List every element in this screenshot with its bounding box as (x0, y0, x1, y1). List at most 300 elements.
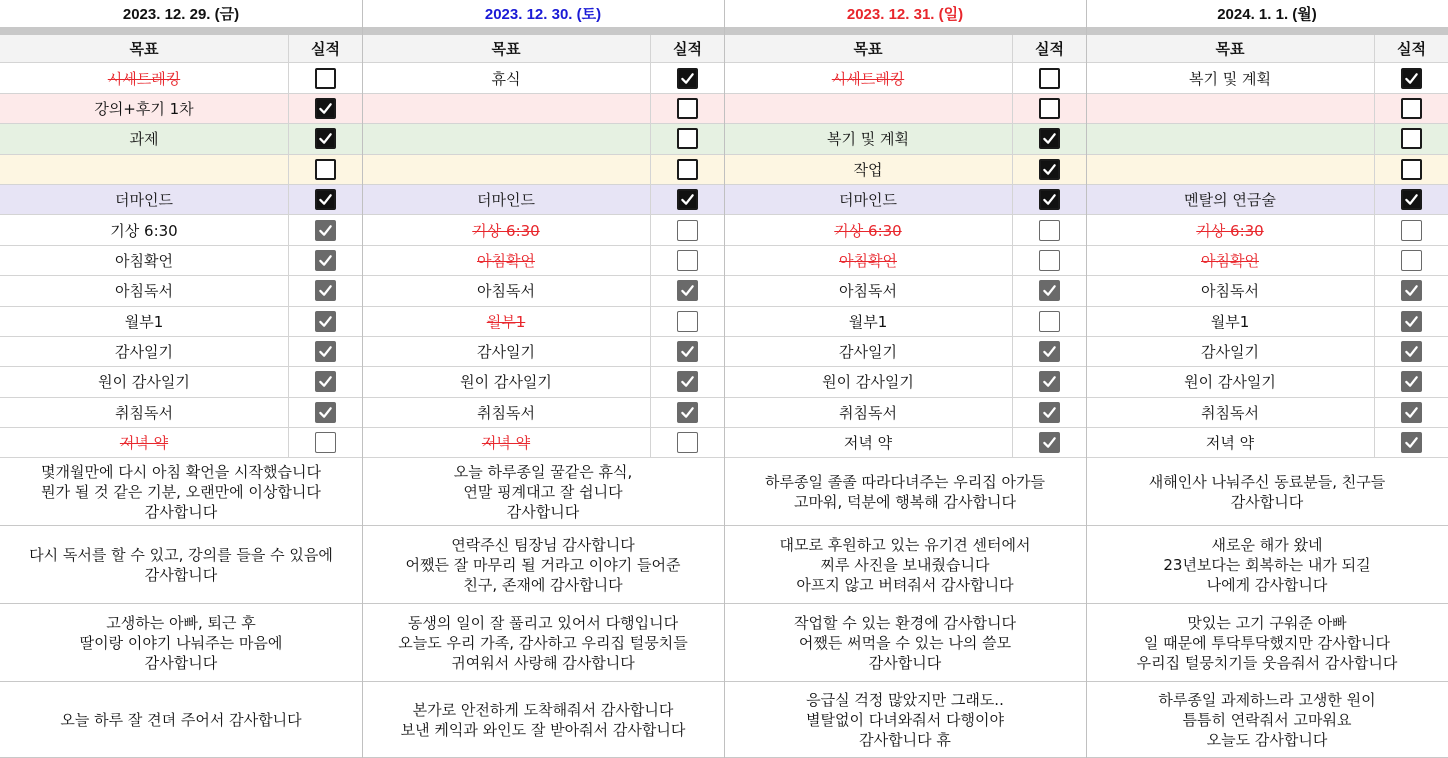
goal-text: 저녁 약 (119, 434, 169, 453)
gratitude-line: 보낸 케익과 와인도 잘 받아줘서 감사합니다 (400, 720, 686, 739)
goal-cell[interactable] (1086, 124, 1375, 153)
gratitude-entry[interactable] (362, 526, 724, 604)
goal-text: 원이 감사일기 (460, 373, 552, 392)
done-checkbox[interactable] (1039, 220, 1060, 241)
goal-row (0, 398, 362, 428)
done-cell (651, 337, 724, 366)
done-checkbox[interactable] (1401, 311, 1422, 332)
goal-cell[interactable] (724, 94, 1013, 123)
goal-row (0, 367, 362, 397)
done-checkbox[interactable] (315, 189, 336, 210)
goal-row (1086, 63, 1448, 93)
goal-text: 아침확언 (477, 251, 535, 270)
done-column-header: 실적 (1397, 40, 1426, 59)
done-checkbox[interactable] (1401, 128, 1422, 149)
gratitude-line: 친구, 존재에 감사합니다 (463, 575, 623, 594)
goal-cell[interactable] (0, 428, 289, 457)
goal-cell[interactable] (724, 428, 1013, 457)
gratitude-entry[interactable] (724, 604, 1086, 682)
done-cell (1013, 428, 1086, 457)
checkmark-icon (318, 344, 333, 359)
goal-row (724, 307, 1086, 337)
goal-cell[interactable] (1086, 185, 1375, 214)
done-cell (289, 307, 362, 336)
goal-row (724, 185, 1086, 215)
gratitude-line: 응급실 걱정 많았지만 그래도.. (806, 690, 1004, 709)
done-checkbox[interactable] (1039, 98, 1060, 119)
gratitude-line: 오늘 하루 잘 견뎌 주어서 감사합니다 (60, 710, 302, 729)
goal-row (724, 155, 1086, 185)
header-divider (1086, 27, 1448, 35)
gratitude-line: 고생하는 아빠, 퇴근 후 (106, 613, 256, 632)
goal-table (724, 35, 1086, 458)
done-checkbox[interactable] (677, 341, 698, 362)
gratitude-entry[interactable] (0, 604, 362, 682)
gratitude-entry[interactable] (0, 682, 362, 758)
goal-cell[interactable] (0, 63, 289, 92)
goal-cell[interactable] (0, 337, 289, 366)
goal-cell[interactable] (1086, 307, 1375, 336)
goal-column-header: 목표 (1086, 35, 1375, 62)
gratitude-line: 하루종일 졸졸 따라다녀주는 우리집 아가들 (765, 473, 1045, 491)
done-checkbox[interactable] (1401, 220, 1422, 241)
done-checkbox[interactable] (677, 280, 698, 301)
done-cell (651, 63, 724, 92)
checkmark-icon (680, 405, 695, 420)
checkmark-icon (1404, 405, 1419, 420)
goal-cell[interactable] (724, 215, 1013, 244)
done-checkbox[interactable] (677, 128, 698, 149)
goal-cell[interactable] (362, 428, 651, 457)
done-cell (1375, 307, 1448, 336)
goal-row (362, 63, 724, 93)
done-cell (1375, 337, 1448, 366)
goal-text: 복기 및 계획 (827, 130, 909, 149)
goal-cell[interactable] (724, 246, 1013, 275)
goal-cell[interactable] (1086, 428, 1375, 457)
gratitude-text (406, 535, 681, 595)
gratitude-entry[interactable] (0, 459, 362, 526)
goal-cell[interactable] (724, 307, 1013, 336)
done-checkbox[interactable] (1401, 371, 1422, 392)
goal-cell[interactable] (1086, 246, 1375, 275)
goal-cell[interactable] (724, 185, 1013, 214)
goal-cell[interactable] (362, 276, 651, 305)
goal-cell[interactable] (362, 63, 651, 92)
gratitude-text (1149, 472, 1385, 512)
goal-row (1086, 155, 1448, 185)
goal-text: 아침확언 (839, 251, 897, 270)
goal-cell[interactable] (724, 124, 1013, 153)
checkmark-icon (680, 344, 695, 359)
day-column (1086, 0, 1448, 758)
done-cell (1375, 185, 1448, 214)
done-checkbox[interactable] (1039, 189, 1060, 210)
goal-cell[interactable] (0, 246, 289, 275)
gratitude-text (765, 472, 1045, 512)
goal-cell[interactable] (362, 398, 651, 427)
gratitude-line: 찌루 사진을 보내줬습니다 (820, 555, 990, 574)
goal-row (0, 124, 362, 154)
done-checkbox[interactable] (315, 128, 336, 149)
gratitude-entry[interactable] (1086, 526, 1448, 604)
goal-row (362, 155, 724, 185)
gratitude-line: 고마워, 덕분에 행복해 감사합니다 (794, 493, 1016, 511)
done-cell (289, 63, 362, 92)
goal-text: 기상 6:30 (110, 221, 178, 240)
done-checkbox[interactable] (1401, 402, 1422, 423)
goal-cell[interactable] (0, 367, 289, 396)
checkmark-icon (318, 405, 333, 420)
goal-row (1086, 185, 1448, 215)
done-cell (1375, 276, 1448, 305)
checkmark-icon (318, 253, 333, 268)
gratitude-entry[interactable] (362, 459, 724, 526)
done-checkbox[interactable] (677, 68, 698, 89)
done-checkbox[interactable] (1039, 371, 1060, 392)
done-checkbox[interactable] (1401, 159, 1422, 180)
done-cell (289, 276, 362, 305)
goal-cell[interactable] (362, 155, 651, 184)
goal-text: 취침독서 (115, 403, 173, 422)
done-cell (1013, 185, 1086, 214)
gratitude-line: 딸이랑 이야기 나눠주는 마음에 (79, 633, 283, 652)
done-checkbox[interactable] (1401, 432, 1422, 453)
checkmark-icon (318, 283, 333, 298)
goal-cell[interactable] (1086, 155, 1375, 184)
done-checkbox[interactable] (677, 98, 698, 119)
gratitude-line: 작업할 수 있는 환경에 감사합니다 (794, 613, 1016, 632)
done-checkbox[interactable] (1039, 311, 1060, 332)
gratitude-line: 어쨌든 잘 마무리 될 거라고 이야기 들어준 (405, 555, 681, 574)
gratitude-line: 대모로 후원하고 있는 유기견 센터에서 (779, 535, 1031, 554)
done-checkbox[interactable] (315, 402, 336, 423)
checkmark-icon (1404, 374, 1419, 389)
done-checkbox[interactable] (1401, 189, 1422, 210)
gratitude-text (1163, 535, 1370, 595)
done-checkbox[interactable] (1039, 402, 1060, 423)
checkmark-icon (1042, 162, 1057, 177)
gratitude-entry[interactable] (724, 682, 1086, 758)
gratitude-line: 오늘도 우리 가족, 감사하고 우리집 털뭉치들 (398, 633, 688, 652)
checkmark-icon (1404, 435, 1419, 450)
goal-text: 저녁 약 (1205, 434, 1255, 453)
goal-cell[interactable] (0, 276, 289, 305)
date-header: 2023. 12. 29. (금) (0, 0, 362, 27)
goal-text: 월부1 (124, 312, 164, 331)
done-checkbox[interactable] (677, 311, 698, 332)
gratitude-line: 동생의 일이 잘 풀리고 있어서 다행입니다 (407, 613, 679, 632)
done-checkbox[interactable] (1401, 68, 1422, 89)
done-cell (651, 246, 724, 275)
goal-text: 기상 6:30 (472, 221, 540, 240)
goal-cell[interactable] (1086, 337, 1375, 366)
goal-text: 아침확언 (1201, 251, 1259, 270)
gratitude-text (398, 613, 687, 673)
gratitude-text (41, 462, 321, 522)
goal-cell[interactable] (724, 367, 1013, 396)
done-cell (289, 94, 362, 123)
done-checkbox[interactable] (315, 432, 336, 453)
done-checkbox[interactable] (315, 250, 336, 271)
goal-row (362, 276, 724, 306)
done-cell (1013, 94, 1086, 123)
goal-text: 아침독서 (115, 282, 173, 301)
goal-cell[interactable] (0, 155, 289, 184)
goal-text: 과제 (129, 130, 159, 149)
gratitude-line: 나에게 감사합니다 (1206, 575, 1328, 594)
goal-row (724, 215, 1086, 245)
done-checkbox[interactable] (1401, 250, 1422, 271)
done-cell (1013, 337, 1086, 366)
gratitude-line: 우리집 털뭉치기들 웃음줘서 감사합니다 (1136, 653, 1398, 672)
done-cell (289, 337, 362, 366)
day-column (0, 0, 362, 758)
goal-text: 월부1 (1210, 312, 1250, 331)
goal-cell[interactable] (362, 185, 651, 214)
goal-cell[interactable] (0, 398, 289, 427)
goal-text: 아침독서 (839, 282, 897, 301)
header-divider (724, 27, 1086, 35)
done-checkbox[interactable] (1039, 128, 1060, 149)
goal-text: 취침독서 (1201, 403, 1259, 422)
goal-cell[interactable] (1086, 398, 1375, 427)
done-cell (289, 246, 362, 275)
goal-cell[interactable] (1086, 367, 1375, 396)
gratitude-line: 뭔가 될 것 같은 기분, 오랜만에 이상합니다 (41, 483, 321, 501)
goal-row (1086, 276, 1448, 306)
done-checkbox[interactable] (677, 432, 698, 453)
goal-row (362, 428, 724, 458)
goal-row (362, 215, 724, 245)
goal-row (1086, 124, 1448, 154)
checkmark-icon (680, 283, 695, 298)
done-checkbox[interactable] (315, 220, 336, 241)
goal-cell[interactable] (1086, 63, 1375, 92)
goal-cell[interactable] (0, 124, 289, 153)
done-checkbox[interactable] (1401, 98, 1422, 119)
done-checkbox[interactable] (315, 280, 336, 301)
gratitude-entry[interactable] (1086, 604, 1448, 682)
done-checkbox[interactable] (315, 341, 336, 362)
done-checkbox[interactable] (1039, 280, 1060, 301)
goal-cell[interactable] (362, 215, 651, 244)
done-column-header: 실적 (311, 40, 340, 59)
goal-row (1086, 428, 1448, 458)
checkmark-icon (1042, 344, 1057, 359)
done-checkbox[interactable] (677, 402, 698, 423)
gratitude-text (1158, 690, 1375, 750)
goal-text: 원이 감사일기 (822, 373, 914, 392)
goal-row (1086, 367, 1448, 397)
gratitude-entry[interactable] (362, 604, 724, 682)
gratitude-text (794, 613, 1016, 673)
goal-column-header: 목표 (362, 35, 651, 62)
gratitude-line: 새로운 해가 왔네 (1211, 535, 1323, 554)
date-header: 2023. 12. 31. (일) (724, 0, 1086, 27)
done-cell (1013, 63, 1086, 92)
goal-row (0, 307, 362, 337)
date-header: 2024. 1. 1. (월) (1086, 0, 1448, 27)
done-checkbox[interactable] (1401, 280, 1422, 301)
done-checkbox[interactable] (1039, 250, 1060, 271)
goal-cell[interactable] (724, 398, 1013, 427)
gratitude-entry[interactable] (724, 526, 1086, 604)
done-checkbox[interactable] (315, 159, 336, 180)
done-checkbox[interactable] (315, 311, 336, 332)
done-cell (289, 428, 362, 457)
goal-row (724, 94, 1086, 124)
done-checkbox[interactable] (1401, 341, 1422, 362)
done-checkbox[interactable] (677, 371, 698, 392)
column-separator (362, 0, 363, 758)
goal-text: 감사일기 (477, 343, 535, 362)
goal-row (724, 63, 1086, 93)
checkmark-icon (318, 192, 333, 207)
gratitude-text (80, 613, 283, 673)
gratitude-line: 하루종일 과제하느라 고생한 원이 (1158, 690, 1376, 709)
gratitude-entry[interactable] (362, 682, 724, 758)
goal-row (362, 367, 724, 397)
gratitude-text (1137, 613, 1398, 673)
goal-row (362, 337, 724, 367)
goal-text: 시세트레킹 (107, 69, 181, 88)
done-checkbox[interactable] (677, 159, 698, 180)
done-cell (1375, 215, 1448, 244)
goal-row (724, 124, 1086, 154)
goal-text: 취침독서 (477, 403, 535, 422)
goal-cell[interactable] (362, 124, 651, 153)
gratitude-line: 귀여워서 사랑해 감사합니다 (451, 653, 635, 672)
column-separator (1086, 0, 1087, 758)
goal-cell[interactable] (362, 337, 651, 366)
gratitude-entry[interactable] (0, 526, 362, 604)
checkmark-icon (1042, 131, 1057, 146)
goal-cell[interactable] (1086, 94, 1375, 123)
goal-text: 원이 감사일기 (1184, 373, 1276, 392)
goal-text: 감사일기 (839, 343, 897, 362)
goal-cell[interactable] (724, 155, 1013, 184)
gratitude-line: 틈틈히 연락줘서 고마워요 (1182, 710, 1352, 729)
checkmark-icon (318, 374, 333, 389)
goal-row (1086, 94, 1448, 124)
goal-table (362, 35, 724, 458)
done-cell (1375, 246, 1448, 275)
goal-cell[interactable] (362, 307, 651, 336)
gratitude-line: 새해인사 나눠주신 동료분들, 친구들 (1148, 473, 1386, 491)
goal-cell[interactable] (0, 94, 289, 123)
done-cell (1013, 155, 1086, 184)
done-checkbox[interactable] (1039, 341, 1060, 362)
gratitude-line: 별탈없이 다녀와줘서 다행이야 (806, 710, 1004, 729)
gratitude-entry[interactable] (1086, 682, 1448, 758)
goal-text: 시세트레킹 (831, 69, 905, 88)
done-checkbox[interactable] (677, 220, 698, 241)
done-cell (1375, 428, 1448, 457)
goal-cell[interactable] (724, 276, 1013, 305)
column-separator (724, 0, 725, 758)
gratitude-line: 감사합니다 (868, 653, 942, 672)
gratitude-line: 감사합니다 (144, 653, 218, 672)
checkmark-icon (680, 374, 695, 389)
done-cell (1375, 367, 1448, 396)
checkmark-icon (318, 101, 333, 116)
done-cell (1013, 124, 1086, 153)
done-checkbox[interactable] (315, 98, 336, 119)
table-header-row (362, 35, 724, 63)
done-checkbox[interactable] (677, 250, 698, 271)
done-checkbox[interactable] (315, 371, 336, 392)
done-cell (1375, 94, 1448, 123)
checkmark-icon (1404, 314, 1419, 329)
goal-cell[interactable] (1086, 215, 1375, 244)
goal-text: 저녁 약 (843, 434, 893, 453)
goal-row (0, 155, 362, 185)
goal-cell[interactable] (0, 215, 289, 244)
done-cell (1013, 246, 1086, 275)
goal-row (1086, 398, 1448, 428)
goal-cell[interactable] (724, 337, 1013, 366)
done-checkbox[interactable] (677, 189, 698, 210)
goal-text: 월부1 (848, 312, 888, 331)
goal-cell[interactable] (724, 63, 1013, 92)
goal-cell[interactable] (362, 94, 651, 123)
gratitude-line: 아프지 않고 버텨줘서 감사합니다 (796, 575, 1014, 594)
goal-row (362, 307, 724, 337)
goal-row (0, 276, 362, 306)
goal-row (724, 246, 1086, 276)
checkmark-icon (1042, 374, 1057, 389)
goal-text: 저녁 약 (481, 434, 531, 453)
done-checkbox[interactable] (315, 68, 336, 89)
gratitude-entry[interactable] (724, 459, 1086, 526)
goal-cell[interactable] (362, 367, 651, 396)
goal-text: 기상 6:30 (1196, 221, 1264, 240)
gratitude-line: 일 때문에 투닥투닥했지만 감사합니다 (1143, 633, 1391, 652)
goal-row (362, 124, 724, 154)
goal-row (724, 337, 1086, 367)
goal-cell[interactable] (0, 185, 289, 214)
goal-text: 작업 (853, 160, 883, 179)
done-checkbox[interactable] (1039, 432, 1060, 453)
gratitude-entry[interactable] (1086, 459, 1448, 526)
date-header: 2023. 12. 30. (토) (362, 0, 724, 27)
checkmark-icon (680, 192, 695, 207)
done-checkbox[interactable] (1039, 68, 1060, 89)
goal-text: 기상 6:30 (834, 221, 902, 240)
goal-row (1086, 337, 1448, 367)
gratitude-line: 감사합니다 (144, 503, 218, 521)
goal-text: 휴식 (491, 69, 521, 88)
gratitude-text (454, 462, 632, 522)
goal-cell[interactable] (1086, 276, 1375, 305)
done-cell (651, 155, 724, 184)
goal-row (724, 367, 1086, 397)
done-column-header: 실적 (1035, 40, 1064, 59)
done-checkbox[interactable] (1039, 159, 1060, 180)
done-cell (289, 367, 362, 396)
header-divider (0, 27, 362, 35)
goal-cell[interactable] (0, 307, 289, 336)
gratitude-line: 23년보다는 회복하는 내가 되길 (1163, 555, 1371, 574)
done-cell (289, 155, 362, 184)
goal-cell[interactable] (362, 246, 651, 275)
done-cell (289, 185, 362, 214)
done-cell (289, 398, 362, 427)
done-cell (1375, 124, 1448, 153)
table-header-row (1086, 35, 1448, 63)
goal-row (724, 276, 1086, 306)
